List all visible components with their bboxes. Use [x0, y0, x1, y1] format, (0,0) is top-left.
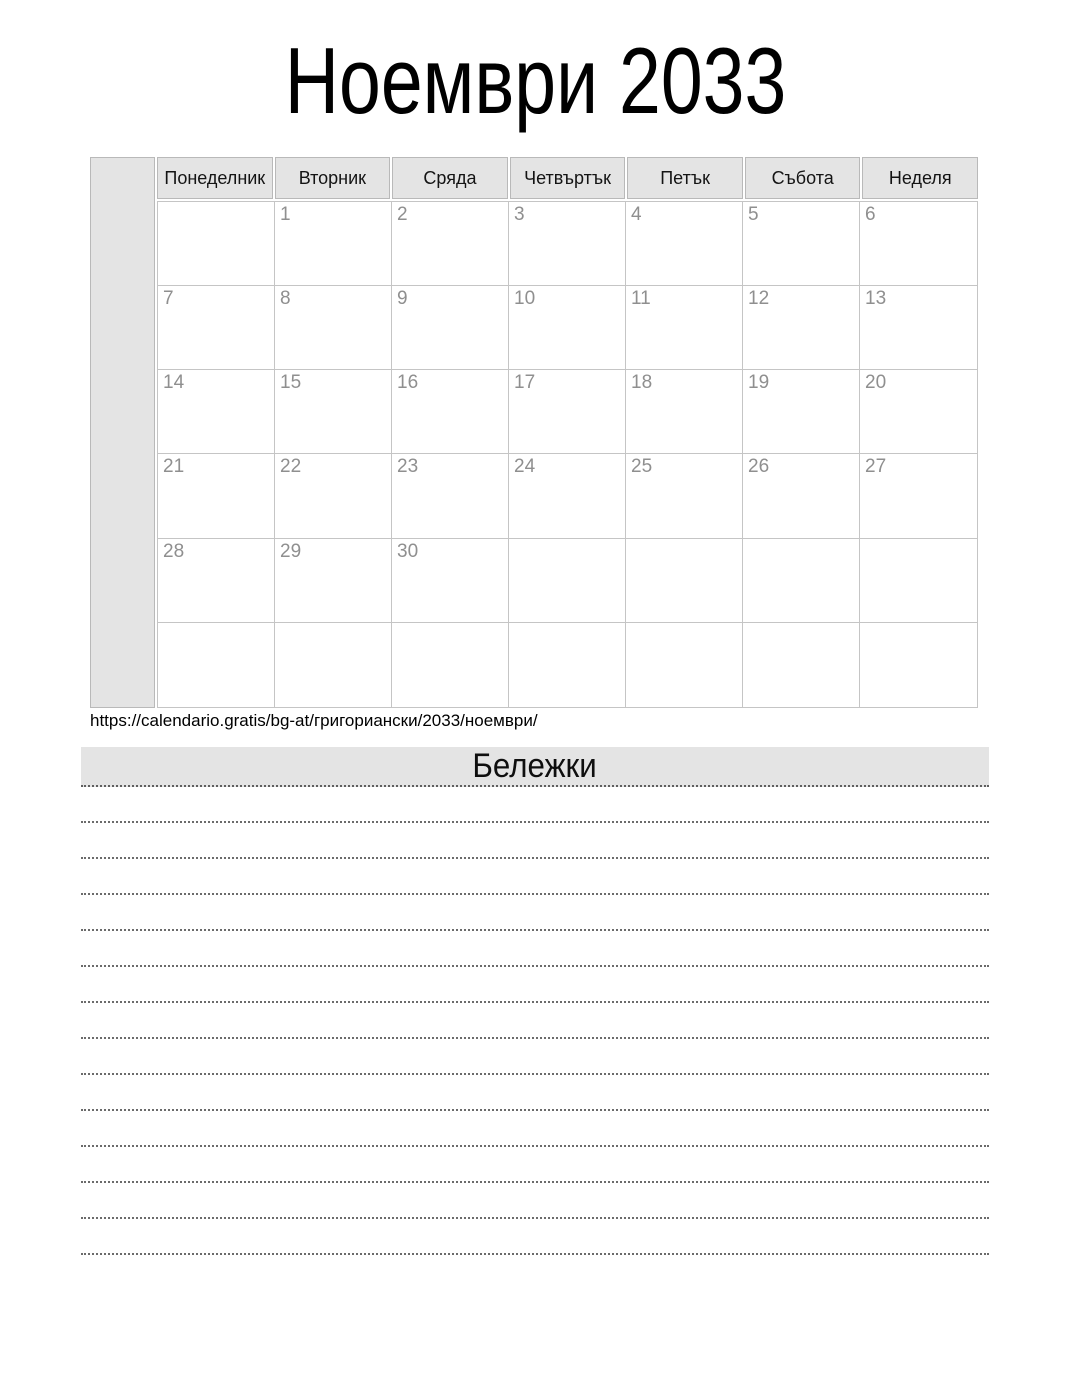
day-cell-empty: [626, 623, 743, 707]
day-cell-21: 21: [158, 454, 275, 538]
calendar-grid: [157, 201, 978, 708]
day-cell-30: 30: [392, 539, 509, 623]
weekday-header-wednesday: Сряда: [392, 157, 508, 199]
day-cell-19: 19: [743, 370, 860, 454]
day-cell-1: 1: [275, 202, 392, 286]
day-cell-18: 18: [626, 370, 743, 454]
day-cell-17: 17: [509, 370, 626, 454]
day-cell-28: 28: [158, 539, 275, 623]
note-line: [81, 1147, 989, 1183]
day-cell-14: 14: [158, 370, 275, 454]
day-cell-empty: [275, 623, 392, 707]
day-cell-9: 9: [392, 286, 509, 370]
day-cell-15: 15: [275, 370, 392, 454]
day-cell-empty: [509, 623, 626, 707]
weekday-header-tuesday: Вторник: [275, 157, 391, 199]
day-cell-8: 8: [275, 286, 392, 370]
page-title: [0, 28, 1071, 133]
day-cell-empty: [743, 539, 860, 623]
note-line: [81, 1075, 989, 1111]
note-line: [81, 823, 989, 859]
notes-lines: [81, 787, 989, 1255]
note-line: [81, 931, 989, 967]
day-cell-12: 12: [743, 286, 860, 370]
notes-header: [81, 747, 989, 787]
note-line: [81, 1183, 989, 1219]
calendar-main: [157, 157, 978, 708]
calendar-table: [90, 157, 978, 708]
day-cell-11: 11: [626, 286, 743, 370]
day-cell-empty: [158, 623, 275, 707]
note-line: [81, 895, 989, 931]
day-cell-10: 10: [509, 286, 626, 370]
day-cell-empty: [860, 623, 977, 707]
day-cell-empty: [392, 623, 509, 707]
day-cell-empty: [509, 539, 626, 623]
day-cell-22: 22: [275, 454, 392, 538]
day-cell-25: 25: [626, 454, 743, 538]
weekday-header-friday: Петък: [627, 157, 743, 199]
note-line: [81, 859, 989, 895]
day-cell-13: 13: [860, 286, 977, 370]
day-cell-empty: [860, 539, 977, 623]
day-cell-16: 16: [392, 370, 509, 454]
week-strip-column: [90, 157, 155, 708]
day-cell-24: 24: [509, 454, 626, 538]
day-cell-29: 29: [275, 539, 392, 623]
note-line: [81, 1111, 989, 1147]
day-cell-empty: [158, 202, 275, 286]
page-title-text: Ноември 2033: [284, 28, 787, 133]
day-cell-5: 5: [743, 202, 860, 286]
note-line: [81, 967, 989, 1003]
day-cell-7: 7: [158, 286, 275, 370]
weekday-header-sunday: Неделя: [862, 157, 978, 199]
source-url: https://calendario.gratis/bg-at/григориански/2033/ноември/: [90, 711, 538, 730]
day-cell-2: 2: [392, 202, 509, 286]
note-line: [81, 1039, 989, 1075]
weekday-header-thursday: Четвъртък: [510, 157, 626, 199]
day-cell-empty: [743, 623, 860, 707]
day-cell-23: 23: [392, 454, 509, 538]
weekday-header-saturday: Събота: [745, 157, 861, 199]
weekday-header-row: [157, 157, 978, 199]
day-cell-26: 26: [743, 454, 860, 538]
day-cell-4: 4: [626, 202, 743, 286]
weekday-header-monday: Понеделник: [157, 157, 273, 199]
note-line: [81, 787, 989, 823]
day-cell-27: 27: [860, 454, 977, 538]
note-line: [81, 1219, 989, 1255]
note-line: [81, 1003, 989, 1039]
day-cell-6: 6: [860, 202, 977, 286]
notes-title: Бележки: [472, 746, 598, 785]
day-cell-empty: [626, 539, 743, 623]
day-cell-3: 3: [509, 202, 626, 286]
day-cell-20: 20: [860, 370, 977, 454]
